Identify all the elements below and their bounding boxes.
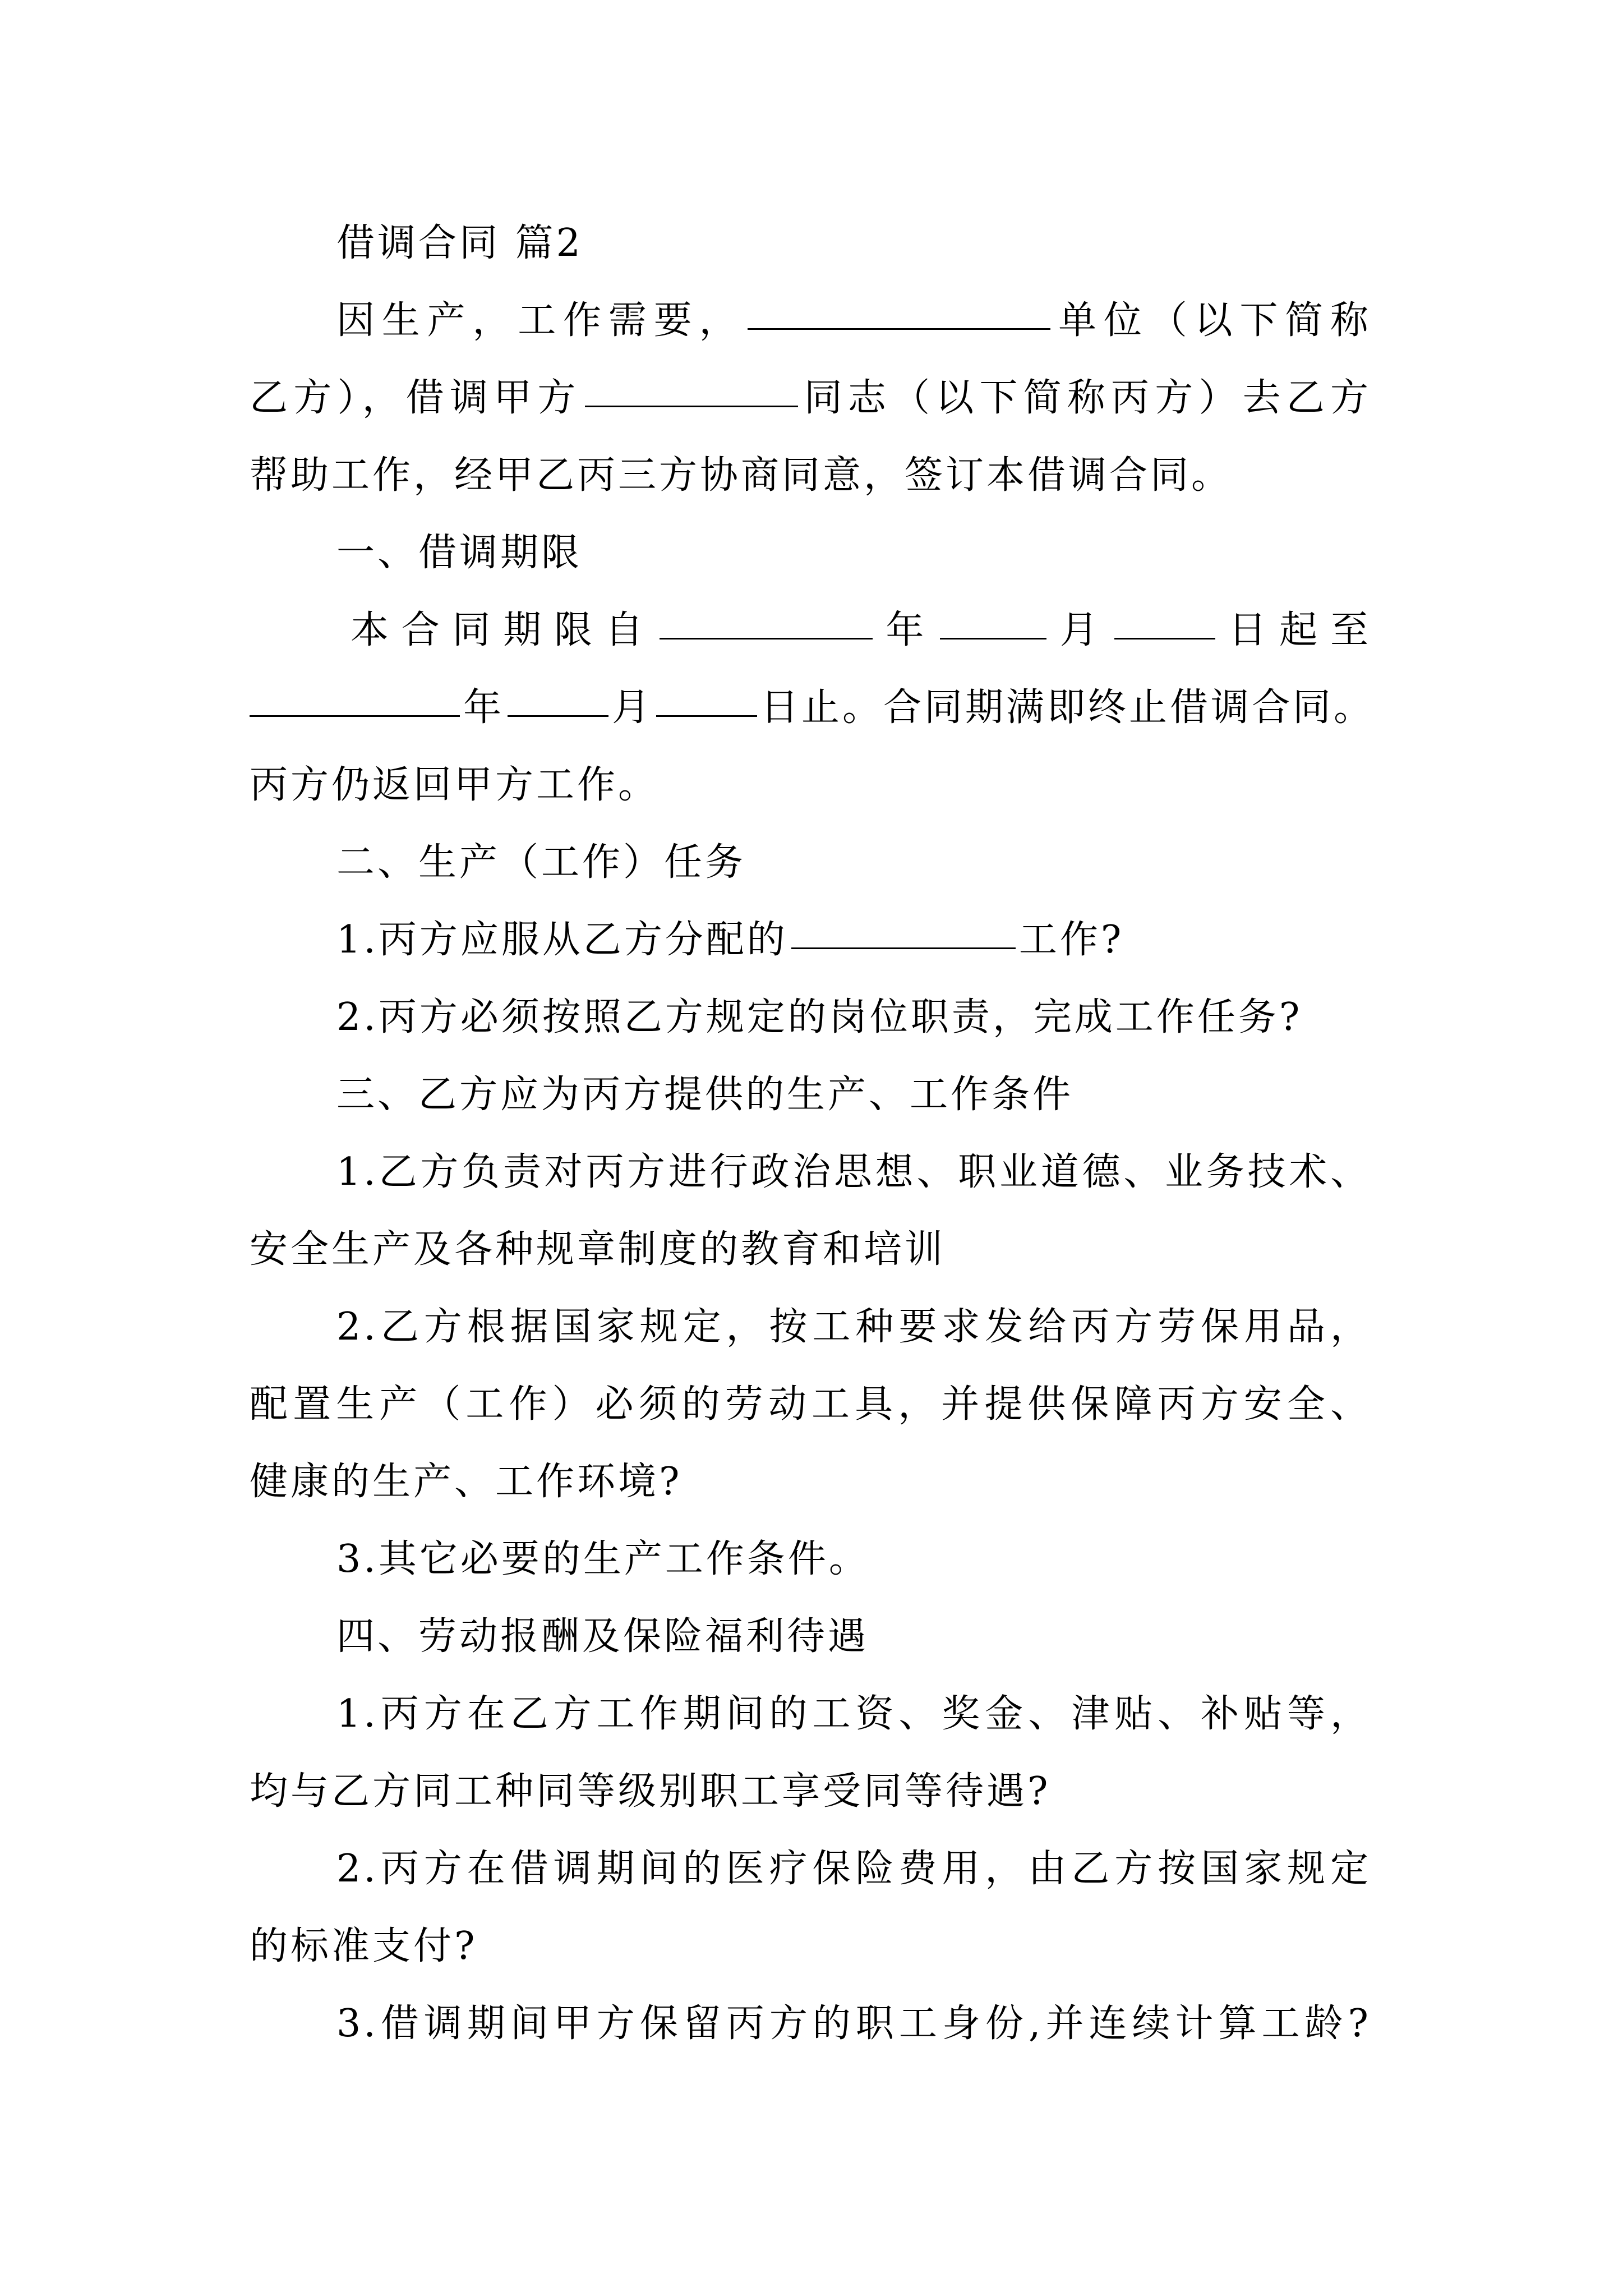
end-year-blank — [250, 683, 460, 717]
term-line-1: 本合同期限自 年 月 日起至 — [351, 605, 1371, 656]
term-line-3: 丙方仍返回甲方工作。 — [250, 763, 660, 807]
pay-item-2-line-1: 2.丙方在借调期间的医疗保险费用，由乙方按国家规定 — [336, 1847, 1371, 1891]
condition-item-3: 3.其它必要的生产工作条件。 — [336, 1537, 870, 1581]
start-day-blank — [1114, 605, 1215, 639]
pay-item-1-line-1: 1.丙方在乙方工作期间的工资、奖金、津贴、补贴等， — [336, 1692, 1371, 1736]
pay-item-3: 3.借调期间甲方保留丙方的职工身份,并连续计算工龄? — [336, 2001, 1371, 2046]
unit-name-blank — [748, 296, 1050, 330]
condition-item-1-line-2: 安全生产及各种规章制度的教育和培训 — [250, 1227, 946, 1272]
intro-line-3: 帮助工作，经甲乙丙三方协商同意，签订本借调合同。 — [250, 453, 1233, 498]
comrade-name-blank — [585, 373, 798, 407]
pay-item-2-line-2: 的标准支付? — [250, 1924, 478, 1968]
start-month-blank — [940, 605, 1046, 639]
condition-item-1-line-1: 1.乙方负责对丙方进行政治思想、职业道德、业务技术、 — [336, 1150, 1371, 1194]
section-3-title: 三、乙方应为丙方提供的生产、工作条件 — [336, 1073, 1074, 1117]
section-1-title: 一、借调期限 — [336, 531, 583, 575]
pay-item-1-line-2: 均与乙方同工种同等级别职工享受同等待遇? — [250, 1769, 1051, 1814]
end-month-blank — [508, 683, 608, 717]
start-year-blank — [660, 605, 873, 639]
condition-item-2-line-2: 配置生产（工作）必须的劳动工具，并提供保障丙方安全、 — [250, 1382, 1371, 1427]
intro-line-1: 因生产，工作需要， 单位（以下简称 — [336, 296, 1371, 346]
task-item-1: 1.丙方应服从乙方分配的 工作? — [336, 915, 1124, 965]
end-day-blank — [656, 683, 757, 717]
section-2-title: 二、生产（工作）任务 — [336, 840, 746, 885]
section-4-title: 四、劳动报酬及保险福利待遇 — [336, 1614, 869, 1659]
intro-line-2: 乙方），借调甲方 同志（以下简称丙方）去乙方 — [250, 373, 1371, 424]
condition-item-2-line-1: 2.乙方根据国家规定，按工种要求发给丙方劳保用品， — [336, 1305, 1371, 1349]
term-line-2: 年 月 日止。合同期满即终止借调合同。 — [250, 683, 1371, 733]
condition-item-2-line-3: 健康的生产、工作环境? — [250, 1460, 683, 1504]
assigned-work-blank — [791, 915, 1016, 949]
task-item-2: 2.丙方必须按照乙方规定的岗位职责，完成工作任务? — [336, 995, 1303, 1039]
document-heading: 借调合同 篇2 — [336, 221, 583, 265]
